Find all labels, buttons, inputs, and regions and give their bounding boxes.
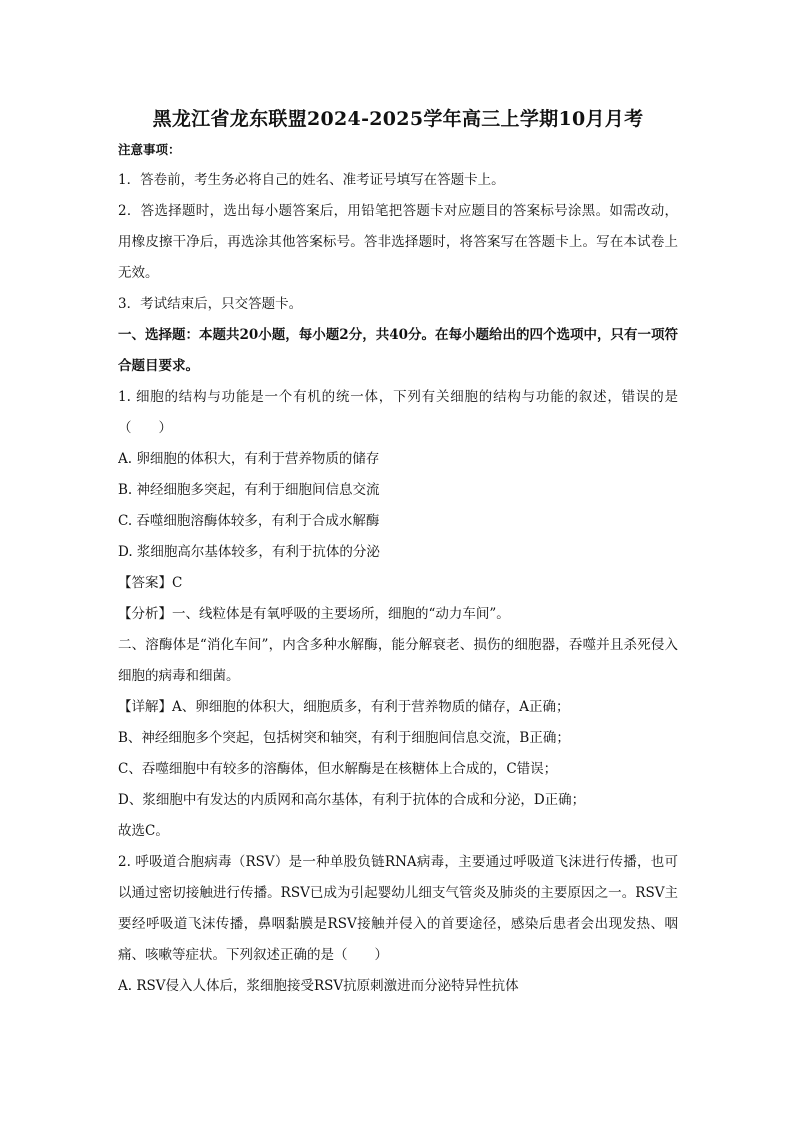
section-heading: 一、选择题：本题共20小题，每小题2分，共40分。在每小题给出的四个选项中，只有一项符合题目要求。 — [118, 327, 678, 374]
option-c: C. 吞噬细胞溶酶体较多，有利于合成水解酶 — [118, 513, 380, 529]
note-item: 2．答选择题时，选出每小题答案后，用铅笔把答题卡对应题目的答案标号涂黑。如需改动，用橡皮擦干净后，再选涂其他答案标号。答非选择题时，将答案写在答题卡上。写在本试卷上无效。 — [118, 203, 678, 281]
option-a: A. 卵细胞的体积大，有利于营养物质的储存 — [118, 451, 380, 467]
note-item: 1．答卷前，考生务必将自己的姓名、准考证号填写在答题卡上。 — [118, 172, 505, 188]
answer-line: 【答案】C — [118, 575, 183, 591]
note-item: 3．考试结束后，只交答题卡。 — [118, 296, 303, 312]
conclusion-line: 故选C。 — [118, 823, 169, 839]
option-d: D. 浆细胞高尔基体较多，有利于抗体的分泌 — [118, 544, 380, 560]
analysis-line: 【分析】一、线粒体是有氧呼吸的主要场所，细胞的“动力车间”。 — [118, 606, 510, 622]
question-stem: 1. 细胞的结构与功能是一个有机的统一体，下列有关细胞的结构与功能的叙述，错误的是（ ） — [118, 389, 678, 436]
page-content — [118, 104, 678, 1002]
detail-line: D、浆细胞中有发达的内质网和高尔基体，有利于抗体的合成和分泌，D正确； — [118, 792, 586, 808]
detail-line: B、神经细胞多个突起，包括树突和轴突，有利于细胞间信息交流，B正确； — [118, 730, 570, 746]
question-1 — [118, 382, 678, 847]
detail-line: 【详解】A、卵细胞的体积大，细胞质多，有利于营养物质的储存，A正确； — [118, 699, 570, 715]
option-b: B. 神经细胞多突起，有利于细胞间信息交流 — [118, 482, 380, 498]
analysis-line: 二、溶酶体是“消化车间”，内含多种水解酶，能分解衰老、损伤的细胞器，吞噬并且杀死侵入细胞的病毒和细菌。 — [118, 637, 678, 684]
question-stem: 2. 呼吸道合胞病毒（RSV）是一种单股负链RNA病毒，主要通过呼吸道飞沫进行传播，也可以通过密切接触进行传播。RSV已成为引起婴幼儿细支气管炎及肺炎的主要原因之一。RSV主要经呼吸道飞沫传播，鼻咽黏膜是RSV接触并侵入的首要途径，感染后患者会出现发热、咽痛、咳嗽等症状。下列叙述正确的是（ ） — [118, 854, 678, 963]
notes-heading: 注意事项： — [118, 142, 181, 157]
option-a: A. RSV侵入人体后，浆细胞接受RSV抗原刺激进而分泌特异性抗体 — [118, 978, 519, 994]
detail-line: C、吞噬细胞中有较多的溶酶体，但水解酶是在核糖体上合成的，C错误； — [118, 761, 558, 777]
page-title: 黑龙江省龙东联盟2024-2025学年高三上学期10月月考 — [152, 108, 644, 130]
question-2 — [118, 847, 678, 1002]
